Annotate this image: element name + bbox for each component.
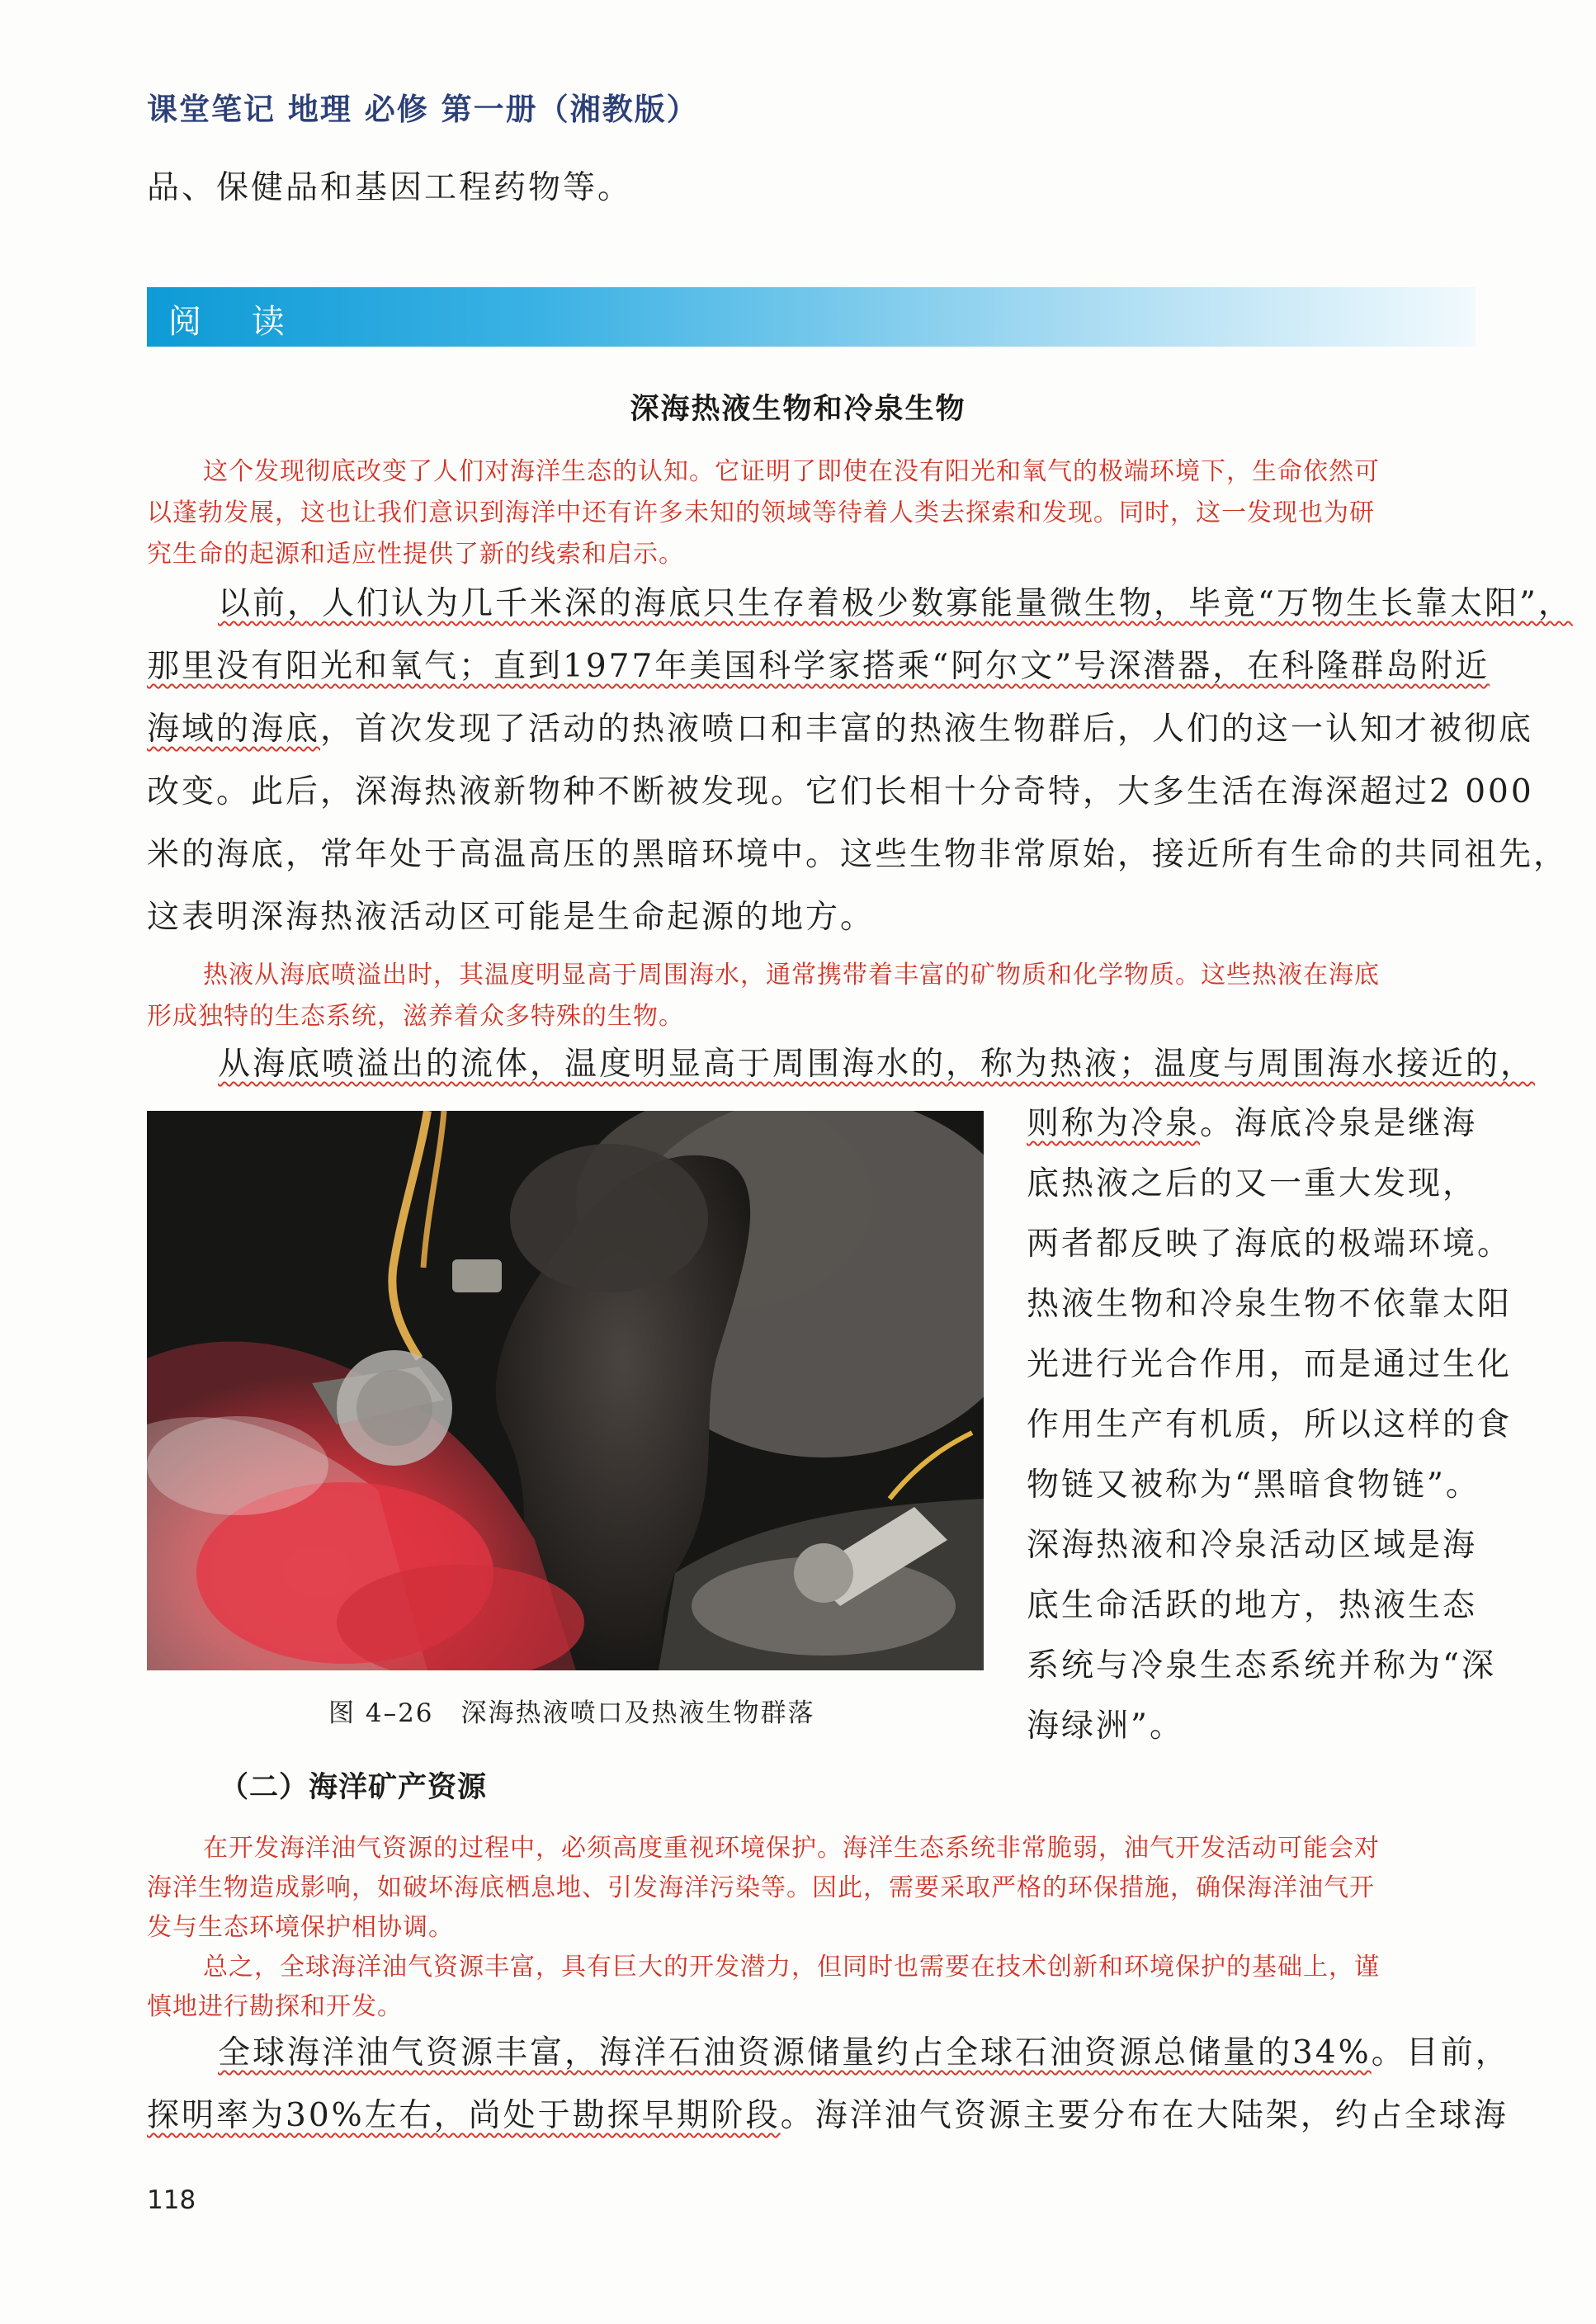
underlined-text: 那里没有阳光和氧气；直到1977年美国科学家搭乘“阿尔文”号深潜器，在科隆群岛附近	[147, 648, 1490, 685]
paragraph-line: 物链又被称为“黑暗食物链”。	[1027, 1467, 1480, 1504]
paragraph-line: 改变。此后，深海热液新物种不断被发现。它们长相十分奇特，大多生活在海深超过2 000	[147, 773, 1534, 810]
note-line: 慎地进行勘探和开发。	[147, 1992, 403, 2021]
vent-illustration	[147, 1111, 984, 1670]
paragraph-text: ，首次发现了活动的热液喷口和丰富的热液生物群后，人们的这一认知才被彻底	[320, 711, 1534, 748]
paragraph-line: 作用生产有机质，所以这样的食	[1027, 1406, 1513, 1443]
paragraph-line: 深海热液和冷泉活动区域是海	[1027, 1527, 1478, 1564]
note-line: 以蓬勃发展，这也让我们意识到海洋中还有许多未知的领域等待着人类去探索和发现。同时，这一发现也为研	[147, 498, 1375, 527]
underlined-text: 全球海洋油气资源丰富，海洋石油资源储量约占全球石油资源总储量的34%	[218, 2034, 1372, 2071]
paragraph-line	[147, 2090, 1509, 2136]
paragraph-line	[218, 578, 1573, 624]
paragraph-line	[147, 703, 1533, 749]
note-line: 在开发海洋油气资源的过程中，必须高度重视环境保护。海洋生态系统非常脆弱，油气开发活动可能会对	[203, 1834, 1380, 1863]
note-line: 这个发现彻底改变了人们对海洋生态的认知。它证明了即使在没有阳光和氧气的极端环境下，生命依然可	[203, 457, 1380, 486]
figure-caption: 图 4–26 深海热液喷口及热液生物群落	[328, 1698, 815, 1728]
intro-line: 品、保健品和基因工程药物等。	[147, 169, 633, 206]
paragraph-line: 两者都反映了海底的极端环境。	[1027, 1226, 1513, 1263]
hydrothermal-vent-photo	[147, 1111, 984, 1670]
underlined-text: 则称为冷泉	[1027, 1105, 1201, 1142]
paragraph-line	[147, 640, 1490, 687]
paragraph-line	[1027, 1098, 1477, 1144]
reading-label: 阅 读	[168, 303, 305, 341]
underlined-text: 从海底喷溢出的流体，温度明显高于周围海水的，称为热液；温度与周围海水接近的，	[218, 1046, 1536, 1083]
note-line: 海洋生物造成影响，如破坏海底栖息地、引发海洋污染等。因此，需要采取严格的环保措施，确保海洋油气开	[147, 1873, 1375, 1902]
section-heading: （二）海洋矿产资源	[220, 1771, 488, 1804]
underlined-text: 海域的海底	[147, 711, 321, 748]
paragraph-text: 。海洋油气资源主要分布在大陆架，约占全球海	[780, 2097, 1509, 2134]
paragraph-line: 这表明深海热液活动区可能是生命起源的地方。	[147, 899, 876, 936]
article-title: 深海热液生物和冷泉生物	[630, 393, 966, 426]
paragraph-line: 光进行光合作用，而是通过生化	[1027, 1346, 1513, 1383]
underlined-text: 以前，人们认为几千米深的海底只生存着极少数寡能量微生物，毕竟“万物生长靠太阳”，	[218, 585, 1573, 622]
paragraph-text: 。目前，	[1371, 2034, 1510, 2071]
page-number: 118	[147, 2185, 196, 2215]
paragraph-line	[218, 2027, 1510, 2073]
note-line: 形成独特的生态系统，滋养着众多特殊的生物。	[147, 1002, 684, 1031]
book-header: 课堂笔记 地理 必修 第一册（湘教版）	[147, 92, 699, 127]
paragraph-line: 底生命活跃的地方，热液生态	[1027, 1587, 1478, 1624]
note-line: 究生命的起源和适应性提供了新的线索和启示。	[147, 540, 684, 569]
reading-banner	[147, 287, 1476, 347]
note-line: 发与生态环境保护相协调。	[147, 1913, 454, 1942]
paragraph-line: 底热液之后的又一重大发现，	[1027, 1165, 1478, 1202]
paragraph-text: 。海底冷泉是继海	[1200, 1105, 1478, 1142]
paragraph-line	[218, 1038, 1535, 1084]
note-line: 总之，全球海洋油气资源丰富，具有巨大的开发潜力，但同时也需要在技术创新和环境保护的基础上，谨	[203, 1953, 1380, 1982]
paragraph-line: 米的海底，常年处于高温高压的黑暗环境中。这些生物非常原始，接近所有生命的共同祖先，	[147, 836, 1569, 873]
note-line: 热液从海底喷溢出时，其温度明显高于周围海水，通常携带着丰富的矿物质和化学物质。这些热液在海底	[203, 961, 1380, 990]
underlined-text: 探明率为30%左右，尚处于勘探早期阶段	[147, 2097, 781, 2134]
paragraph-line: 热液生物和冷泉生物不依靠太阳	[1027, 1286, 1513, 1323]
paragraph-line: 系统与冷泉生态系统并称为“深	[1027, 1647, 1496, 1684]
paragraph-line: 海绿洲”。	[1027, 1708, 1184, 1745]
